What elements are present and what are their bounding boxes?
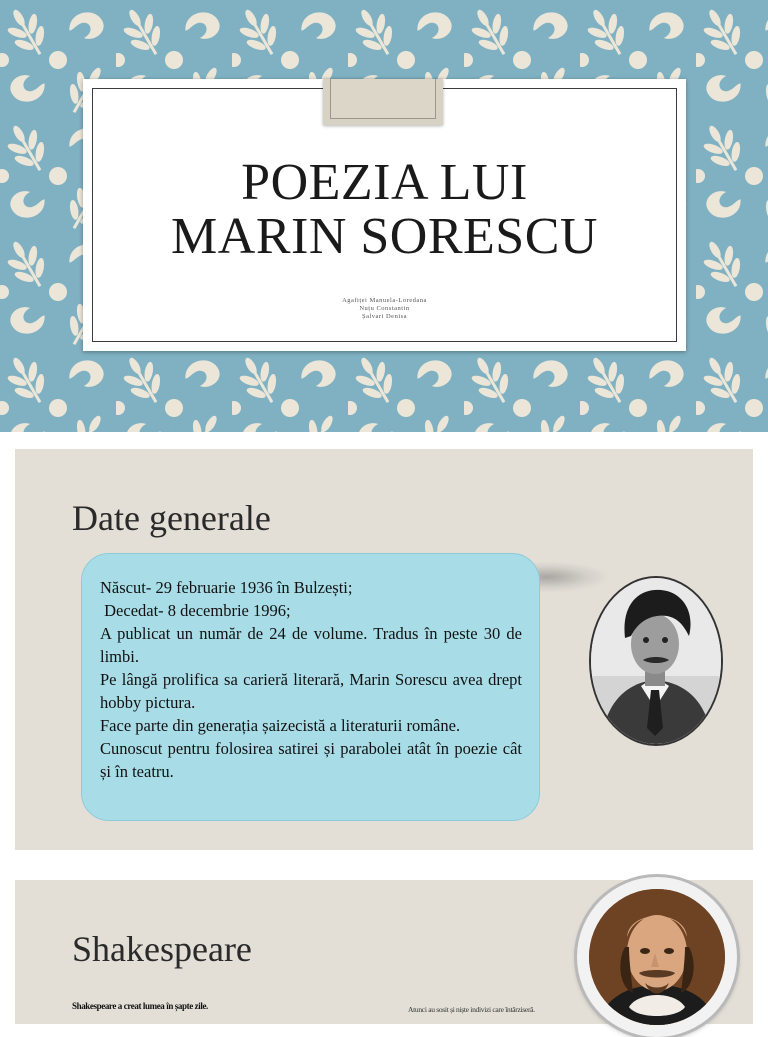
info-line-volumes: A publicat un număr de 24 de volume. Tradus în peste 30 de limbi. (100, 624, 522, 666)
general-info-slide (15, 449, 753, 850)
info-textbox (81, 553, 540, 821)
author-1: Agafiței Manuela-Loredana (342, 297, 427, 304)
presentation-title (83, 156, 686, 264)
title-line-2: MARIN SORESCU (171, 208, 598, 265)
info-line-died: Decedat- 8 decembrie 1996; (100, 601, 291, 620)
slide-title: Date generale (72, 498, 271, 538)
title-card-tab-inner (330, 79, 436, 119)
title-card-tab (323, 79, 443, 125)
info-line-born: Născut- 29 februarie 1936 în Bulzești; (100, 578, 353, 597)
author-3: Șalvari Denisa (361, 313, 408, 320)
title-slide (0, 0, 768, 432)
info-line-generation: Face parte din generația șaizecistă a literaturii române. (100, 716, 461, 735)
marin-sorescu-portrait (589, 576, 723, 746)
authors-list (83, 297, 686, 321)
title-line-1: POEZIA LUI (241, 154, 528, 211)
author-2: Nuțu Constantin (359, 305, 410, 312)
poem-line-right: Atunci au sosit și niște indivizi care întârziseră. (408, 1005, 535, 1014)
shakespeare-portrait (589, 889, 725, 1025)
poem-line-left: Shakespeare a creat lumea în șapte zile. (72, 1001, 208, 1011)
slide-title: Shakespeare (72, 929, 252, 969)
info-line-hobby: Pe lângă prolifica sa carieră literară, Marin Sorescu avea drept hobby pictura. (100, 670, 522, 712)
info-text (100, 576, 522, 783)
info-line-satire: Cunoscut pentru folosirea satirei și parabolei atât în poezie cât și în teatru. (100, 739, 522, 781)
